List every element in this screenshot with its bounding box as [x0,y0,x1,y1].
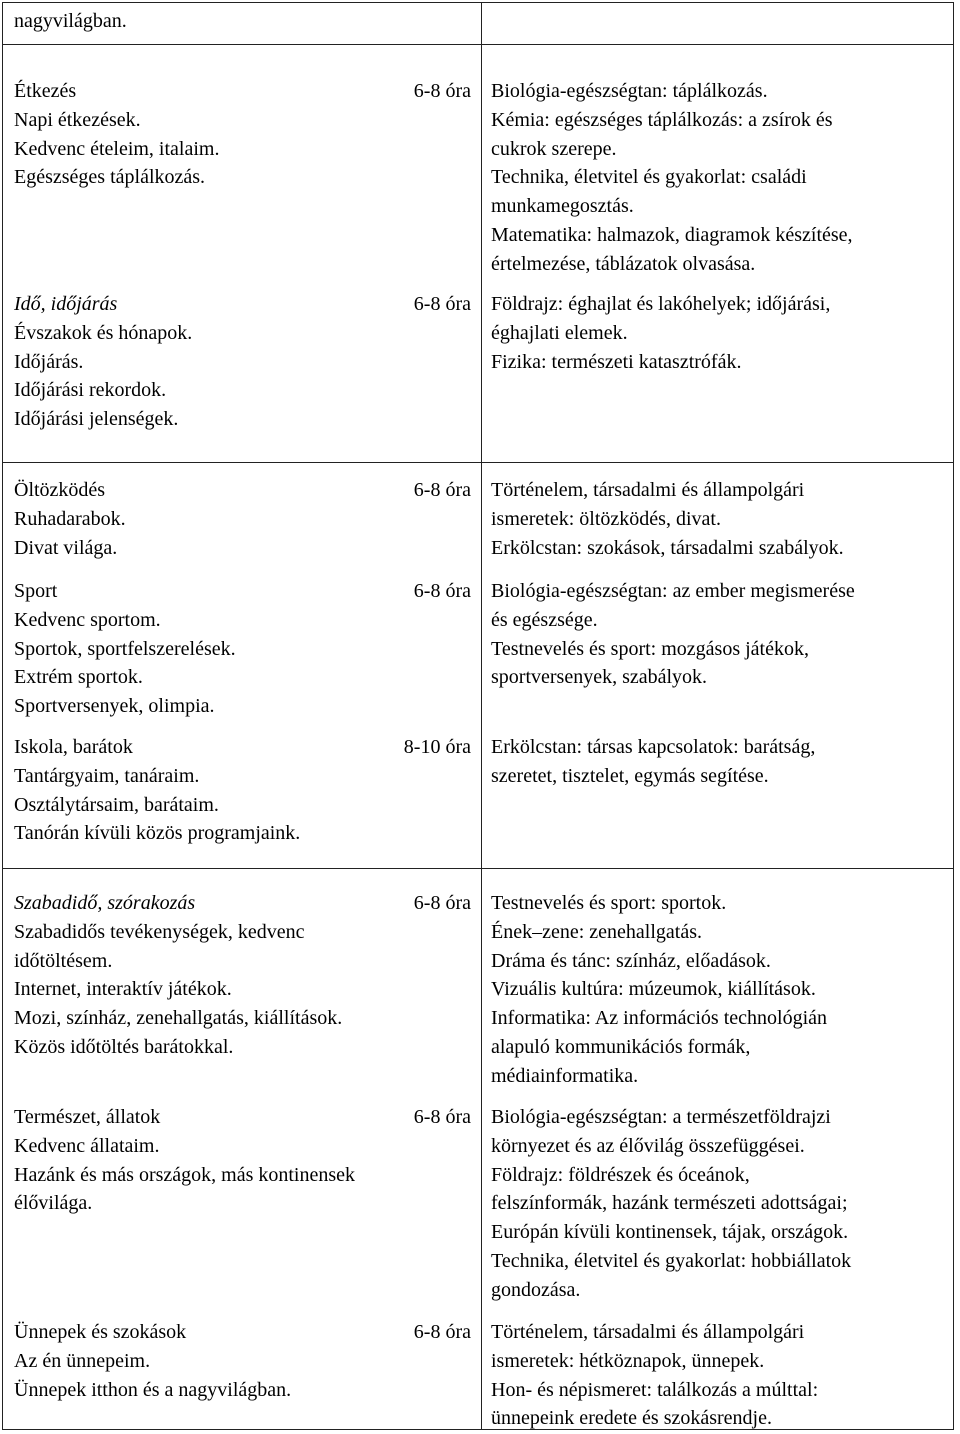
topic-ido-idojaras [14,290,471,434]
link-line: alapuló kommunikációs formák, [491,1035,751,1058]
topic-line: Ruhadarabok. [14,507,126,530]
topic-hours: 6-8 óra [413,80,471,102]
links-unnepek-szokasok [491,1318,953,1433]
link-line: Kémia: egészséges táplálkozás: a zsírok és [491,108,833,131]
link-line: Erkölcstan: szokások, társadalmi szabályok. [491,536,844,559]
link-line: Európán kívüli kontinensek, tájak, országok. [491,1221,849,1244]
topic-line: Szabadidős tevékenységek, kedvenc [14,920,305,943]
link-line: ismeretek: hétköznapok, ünnepek. [491,1349,765,1372]
topic-title-row [14,577,471,606]
topic-line: Ünnepek itthon és a nagyvilágban. [14,1378,292,1401]
topic-line: Közös időtöltés barátokkal. [14,1035,234,1058]
topic-line: Sportversenyek, olimpia. [14,695,215,718]
topic-unnepek-szokasok [14,1318,471,1404]
topic-title-row [14,889,471,918]
top-fragment-cell [14,7,471,36]
topic-title-row [14,733,471,762]
link-line: Technika, életvitel és gyakorlat: hobbiállatok [491,1249,852,1272]
topic-line: Mozi, színház, zenehallgatás, kiállítások. [14,1007,343,1030]
topic-oltozkodes [14,476,471,562]
link-line: cukrok szerepe. [491,137,617,160]
link-line: éghajlati elemek. [491,321,628,344]
topic-hours: 6-8 óra [413,1321,471,1343]
links-ido-idojaras [491,290,953,376]
link-line: munkamegosztás. [491,195,634,218]
topic-hours: 6-8 óra [413,293,471,315]
topic-line: Egészséges táplálkozás. [14,166,206,189]
topic-line: Tanórán kívüli közös programjaink. [14,822,301,845]
links-termeszet-allatok [491,1103,953,1305]
topic-line: Évszakok és hónapok. [14,321,193,344]
link-line: Technika, életvitel és gyakorlat: családi [491,166,807,189]
link-line: felszínformák, hazánk természeti adottságai; [491,1192,848,1215]
topic-line: Tantárgyaim, tanáraim. [14,764,200,787]
link-line: értelmezése, táblázatok olvasása. [491,252,756,275]
curriculum-table [2,2,954,1430]
row-divider [3,868,953,869]
topic-title: Idő, időjárás [14,293,118,315]
links-szabadido [491,889,953,1091]
link-line: ünnepeink eredete és szokásrendje. [491,1407,772,1430]
topic-title: Étkezés [14,80,77,102]
topic-line: Hazánk és más országok, más kontinensek [14,1163,356,1186]
link-line: Történelem, társadalmi és állampolgári [491,479,805,501]
row-divider [3,44,953,45]
topic-hours: 6-8 óra [413,892,471,914]
link-line: Fizika: természeti katasztrófák. [491,350,742,373]
links-etkezes [491,77,953,279]
topic-line: Sportok, sportfelszerelések. [14,637,236,660]
column-divider [481,3,482,1429]
topic-sport [14,577,471,721]
topic-line: Időjárási jelenségek. [14,408,179,431]
topic-line: időtöltésem. [14,949,113,972]
links-oltozkodes [491,476,953,562]
link-line: Matematika: halmazok, diagramok készítése, [491,223,853,246]
topic-line: Extrém sportok. [14,666,143,689]
topic-title-row [14,77,471,106]
links-sport [491,577,953,692]
link-line: ismeretek: öltözködés, divat. [491,507,721,530]
topic-line: Kedvenc állataim. [14,1134,160,1157]
topic-hours: 8-10 óra [403,736,471,758]
topic-line: Internet, interaktív játékok. [14,978,232,1001]
topic-title: Szabadidő, szórakozás [14,892,196,914]
links-iskola-baratok [491,733,953,791]
link-line: Erkölcstan: társas kapcsolatok: barátság, [491,736,816,758]
topic-termeszet-allatok [14,1103,471,1218]
topic-title-row [14,476,471,505]
topic-line: Napi étkezések. [14,108,141,131]
topic-hours: 6-8 óra [413,1106,471,1128]
link-line: Vizuális kultúra: múzeumok, kiállítások. [491,978,816,1001]
topic-title: Ünnepek és szokások [14,1321,187,1343]
link-line: Biológia-egészségtan: táplálkozás. [491,80,768,102]
topic-title: Természet, állatok [14,1106,161,1128]
topic-hours: 6-8 óra [413,479,471,501]
link-line: Testnevelés és sport: sportok. [491,892,727,914]
topic-line: Osztálytársaim, barátaim. [14,793,219,816]
topic-title-row [14,1103,471,1132]
topic-line: élővilága. [14,1192,93,1215]
topic-line: Időjárás. [14,350,84,373]
topic-line: Időjárási rekordok. [14,379,167,402]
topic-szabadido [14,889,471,1062]
link-line: Informatika: Az információs technológián [491,1007,828,1030]
link-line: médiainformatika. [491,1064,639,1087]
link-line: szeretet, tisztelet, egymás segítése. [491,764,769,787]
topic-line: Kedvenc sportom. [14,608,161,631]
topic-iskola-baratok [14,733,471,848]
link-line: Dráma és tánc: színház, előadások. [491,949,771,972]
top-fragment: nagyvilágban. [14,10,127,32]
link-line: és egészsége. [491,608,598,631]
topic-hours: 6-8 óra [413,580,471,602]
topic-title-row [14,1318,471,1347]
link-line: Hon- és népismeret: találkozás a múlttal: [491,1378,819,1401]
link-line: környezet és az élővilág összefüggései. [491,1134,805,1157]
topic-line: Kedvenc ételeim, italaim. [14,137,220,160]
link-line: Történelem, társadalmi és állampolgári [491,1321,805,1343]
row-divider [3,462,953,463]
link-line: Ének–zene: zenehallgatás. [491,920,702,943]
topic-title: Iskola, barátok [14,736,133,758]
link-line: Biológia-egészségtan: a természetföldrajzi [491,1106,831,1128]
topic-line: Az én ünnepeim. [14,1349,151,1372]
topic-title: Sport [14,580,58,602]
link-line: Testnevelés és sport: mozgásos játékok, [491,637,809,660]
topic-title: Öltözködés [14,479,106,501]
link-line: Biológia-egészségtan: az ember megismerése [491,580,855,602]
topic-etkezes [14,77,471,192]
link-line: Földrajz: földrészek és óceánok, [491,1163,750,1186]
link-line: gondozása. [491,1278,581,1301]
link-line: Földrajz: éghajlat és lakóhelyek; időjárási, [491,293,831,315]
topic-line: Divat világa. [14,536,118,559]
topic-title-row [14,290,471,319]
link-line: sportversenyek, szabályok. [491,666,708,689]
